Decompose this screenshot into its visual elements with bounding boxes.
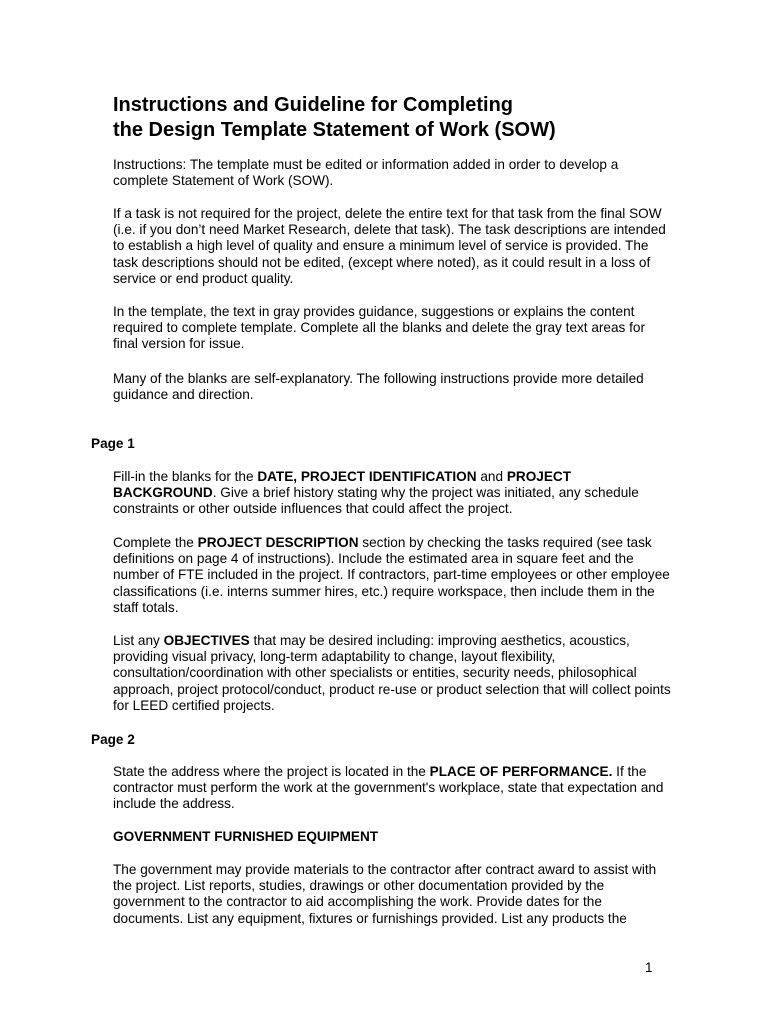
bold-term: DATE, PROJECT IDENTIFICATION (257, 469, 477, 484)
title-line-2: the Design Template Statement of Work (SOW) (113, 119, 556, 141)
text-run: . Give a brief history stating why the project was initiated, any schedule constraints or other outside influences that could affect the project. (113, 485, 639, 517)
page1-paragraph-2 (113, 535, 673, 616)
intro-paragraph-1: Instructions: The template must be edited or information added in order to develop a complete Statement of Work (SOW). (113, 157, 619, 189)
text-run: State the address where the project is located in the (113, 764, 430, 779)
text-run: Complete the (113, 535, 198, 550)
page1-paragraph-1 (113, 469, 673, 518)
page1-heading: Page 1 (91, 436, 135, 451)
text-run: List any (113, 633, 164, 648)
intro-paragraph-4: Many of the blanks are self-explanatory. The following instructions provide more detailed guidance and direction. (113, 371, 644, 403)
intro-paragraph-3: In the template, the text in gray provides guidance, suggestions or explains the content required to complete template. Complete all the blanks and delete the gray text areas for final version for issue. (113, 304, 645, 352)
page2-heading: Page 2 (91, 732, 135, 747)
page2-subheading: GOVERNMENT FURNISHED EQUIPMENT (113, 829, 379, 844)
page2-paragraph-1 (113, 764, 673, 813)
page2-paragraph-2: The government may provide materials to the contractor after contract award to assist with the project. List reports, studies, drawings or other documentation provided by the government to the contractor to aid accomplishing the work. Provide dates for the documents. List any equipment, fixtures or furnishings provided. List any products the (113, 862, 657, 926)
bold-term: PROJECT DESCRIPTION (197, 535, 359, 550)
bold-term: PROJECT BACKGROUND (113, 469, 572, 501)
intro-paragraph-2: If a task is not required for the project, delete the entire text for that task from the final SOW (i.e. if you don’t need Market Research, delete that task). The task descriptions are intended to establish a high level of quality and ensure a minimum level of service is provided. The task descriptions should not be edited, (except where noted), as it could result in a loss of service or end product quality. (113, 206, 666, 286)
bold-term: PLACE OF PERFORMANCE. (429, 764, 613, 779)
text-run: Fill-in the blanks for the (113, 469, 258, 484)
text-run: and (476, 469, 507, 484)
page-number: 1 (645, 960, 653, 975)
text-run: If the contractor must perform the work at the government's workplace, state that expectation and include the address. (113, 764, 664, 812)
text-run: that may be desired including: improving aesthetics, acoustics, providing visual privacy, long-term adaptability to change, layout flexibility, consultation/coordination with other specialists or entities, security needs, philosophical approach, project protocol/conduct, product re-use or product selection that will collect points for LEED certified projects. (113, 633, 671, 713)
text-run: section by checking the tasks required (see task definitions on page 4 of instructions). Include the estimated area in square feet and the number of FTE included in the project. If contractors, part-time employees or other employee classifications (i.e. interns summer hires, etc.) require workspace, then include them in the staff totals. (113, 535, 670, 615)
title-line-1: Instructions and Guideline for Completing (113, 94, 514, 116)
page1-paragraph-3 (113, 633, 673, 714)
bold-term: OBJECTIVES (163, 633, 250, 648)
document-title (113, 93, 673, 143)
